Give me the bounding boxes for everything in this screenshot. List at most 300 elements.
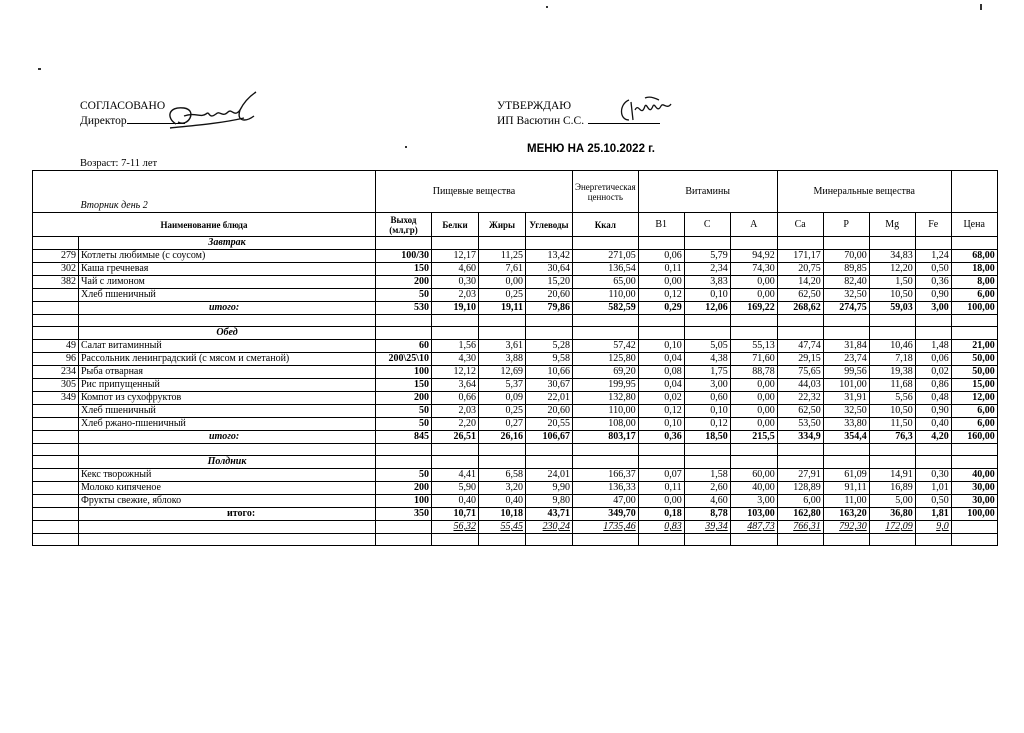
approval-left-title: СОГЛАСОВАНО	[80, 100, 166, 112]
cell-mg: 10,46	[869, 340, 915, 353]
col-dish-name: Наименование блюда	[33, 213, 376, 237]
cell-fe: 4,20	[915, 431, 951, 444]
cell-c: 8,78	[684, 508, 730, 521]
cell-mg: 172,09	[869, 521, 915, 534]
empty-cell	[823, 534, 869, 546]
cell-ca: 268,62	[777, 302, 823, 315]
empty-cell	[638, 534, 684, 546]
cell-fe: 0,30	[915, 469, 951, 482]
empty-cell	[730, 315, 777, 327]
cell-fat: 0,40	[479, 495, 526, 508]
blank-row	[33, 534, 998, 546]
dish-row	[33, 482, 998, 495]
cell-carbs: 24,01	[526, 469, 573, 482]
cell-c: 2,34	[684, 263, 730, 276]
empty-cell	[684, 237, 730, 250]
dish-name: Кекс творожный	[79, 469, 376, 482]
cell-a: 71,60	[730, 353, 777, 366]
empty-cell	[526, 444, 573, 456]
cell-fe: 1,24	[915, 250, 951, 263]
recipe-number: 302	[33, 263, 79, 276]
empty-cell	[376, 237, 432, 250]
empty-cell	[79, 315, 376, 327]
empty-cell	[915, 444, 951, 456]
dish-name: Котлеты любимые (с соусом)	[79, 250, 376, 263]
director-signature	[158, 88, 268, 136]
cell-fe: 0,48	[915, 392, 951, 405]
section-row	[33, 327, 998, 340]
cell-protein: 0,40	[432, 495, 479, 508]
dish-row	[33, 366, 998, 379]
cell-fe: 0,02	[915, 366, 951, 379]
scan-speck	[38, 68, 41, 70]
cell-yield: 150	[376, 263, 432, 276]
empty-cell	[730, 327, 777, 340]
day-cell-spacer	[33, 171, 79, 213]
cell-mg: 19,38	[869, 366, 915, 379]
col-ca: Ca	[777, 213, 823, 237]
dish-row	[33, 392, 998, 405]
document-title: МЕНЮ НА 25.10.2022 г.	[527, 143, 655, 155]
recipe-number	[33, 405, 79, 418]
dish-row	[33, 495, 998, 508]
empty-cell	[79, 534, 376, 546]
cell-fe: 0,90	[915, 289, 951, 302]
cell-p: 70,00	[823, 250, 869, 263]
cell-c: 4,60	[684, 495, 730, 508]
col-fat: Жиры	[479, 213, 526, 237]
section-row	[33, 237, 998, 250]
section-num-cell	[33, 237, 79, 250]
cell-fat: 11,25	[479, 250, 526, 263]
cell-c: 2,60	[684, 482, 730, 495]
cell-protein: 12,17	[432, 250, 479, 263]
cell-b1: 0,36	[638, 431, 684, 444]
empty-cell	[915, 534, 951, 546]
cell-c: 4,38	[684, 353, 730, 366]
recipe-number	[33, 431, 79, 444]
cell-mg: 11,50	[869, 418, 915, 431]
cell-p: 163,20	[823, 508, 869, 521]
cell-p: 82,40	[823, 276, 869, 289]
cell-ca: 47,74	[777, 340, 823, 353]
cell-price: 12,00	[951, 392, 997, 405]
recipe-number	[33, 289, 79, 302]
cell-b1: 0,11	[638, 263, 684, 276]
empty-cell	[823, 327, 869, 340]
cell-a: 487,73	[730, 521, 777, 534]
cell-price: 30,00	[951, 495, 997, 508]
dish-name: Фрукты свежие, яблоко	[79, 495, 376, 508]
cell-kcal: 57,42	[573, 340, 639, 353]
empty-cell	[951, 327, 997, 340]
empty-cell	[573, 456, 639, 469]
cell-kcal: 136,54	[573, 263, 639, 276]
cell-fat: 19,11	[479, 302, 526, 315]
blank-row	[33, 444, 998, 456]
section-num-cell	[33, 456, 79, 469]
empty-cell	[823, 315, 869, 327]
recipe-number: 305	[33, 379, 79, 392]
cell-a: 60,00	[730, 469, 777, 482]
cell-fat: 0,25	[479, 289, 526, 302]
cell-b1: 0,00	[638, 495, 684, 508]
empty-cell	[526, 534, 573, 546]
cell-price: 8,00	[951, 276, 997, 289]
recipe-number	[33, 302, 79, 315]
dish-name: Салат витаминный	[79, 340, 376, 353]
cell-mg: 11,68	[869, 379, 915, 392]
cell-carbs: 13,42	[526, 250, 573, 263]
cell-carbs: 30,67	[526, 379, 573, 392]
section-title: Завтрак	[79, 237, 376, 250]
cell-b1: 0,12	[638, 289, 684, 302]
cell-protein: 19,10	[432, 302, 479, 315]
empty-cell	[526, 327, 573, 340]
cell-fat: 0,25	[479, 405, 526, 418]
recipe-number	[33, 418, 79, 431]
dish-row	[33, 263, 998, 276]
empty-cell	[479, 237, 526, 250]
empty-cell	[638, 315, 684, 327]
cell-mg: 12,20	[869, 263, 915, 276]
cell-a: 94,92	[730, 250, 777, 263]
recipe-number	[33, 521, 79, 534]
cell-ca: 14,20	[777, 276, 823, 289]
cell-fat: 3,88	[479, 353, 526, 366]
cell-p: 792,30	[823, 521, 869, 534]
col-price: Цена	[951, 213, 997, 237]
empty-cell	[915, 315, 951, 327]
empty-cell	[638, 327, 684, 340]
empty-cell	[526, 315, 573, 327]
cell-price: 18,00	[951, 263, 997, 276]
cell-kcal: 69,20	[573, 366, 639, 379]
cell-protein: 0,66	[432, 392, 479, 405]
cell-b1: 0,10	[638, 340, 684, 353]
cell-a: 0,00	[730, 289, 777, 302]
empty-cell	[376, 456, 432, 469]
total-label: итого:	[79, 508, 376, 521]
cell-mg: 5,56	[869, 392, 915, 405]
cell-kcal: 271,05	[573, 250, 639, 263]
empty-cell	[869, 534, 915, 546]
cell-carbs: 20,60	[526, 289, 573, 302]
approval-right-title: УТВЕРЖДАЮ	[497, 100, 572, 112]
cell-price: 40,00	[951, 469, 997, 482]
cell-yield: 350	[376, 508, 432, 521]
cell-a: 103,00	[730, 508, 777, 521]
cell-p: 89,85	[823, 263, 869, 276]
cell-kcal: 110,00	[573, 289, 639, 302]
cell-ca: 29,15	[777, 353, 823, 366]
empty-cell	[823, 444, 869, 456]
cell-carbs: 30,64	[526, 263, 573, 276]
cell-price: 30,00	[951, 482, 997, 495]
dish-name: Рассольник ленинградский (с мясом и сметаной)	[79, 353, 376, 366]
cell-fe: 1,01	[915, 482, 951, 495]
col-yield: Выход (мл,гр)	[376, 213, 432, 237]
table-group-header-row	[33, 171, 998, 213]
cell-fat: 0,09	[479, 392, 526, 405]
cell-b1: 0,04	[638, 353, 684, 366]
empty-cell	[479, 444, 526, 456]
empty-cell	[684, 444, 730, 456]
empty-cell	[479, 534, 526, 546]
dish-name: Хлеб пшеничный	[79, 405, 376, 418]
empty-cell	[951, 534, 997, 546]
empty-cell	[33, 534, 79, 546]
empty-cell	[869, 444, 915, 456]
cell-mg: 14,91	[869, 469, 915, 482]
cell-protein: 12,12	[432, 366, 479, 379]
dish-name: Молоко кипяченое	[79, 482, 376, 495]
cell-ca: 766,31	[777, 521, 823, 534]
cell-kcal: 65,00	[573, 276, 639, 289]
cell-kcal: 349,70	[573, 508, 639, 521]
dish-row	[33, 250, 998, 263]
cell-fe: 1,48	[915, 340, 951, 353]
empty-cell	[915, 327, 951, 340]
total-row	[33, 302, 998, 315]
dish-name: Чай с лимоном	[79, 276, 376, 289]
cell-c: 0,60	[684, 392, 730, 405]
cell-yield: 200\25\10	[376, 353, 432, 366]
cell-mg: 10,50	[869, 405, 915, 418]
col-fe: Fe	[915, 213, 951, 237]
empty-cell	[526, 237, 573, 250]
dish-row	[33, 276, 998, 289]
col-mg: Mg	[869, 213, 915, 237]
cell-fe: 0,40	[915, 418, 951, 431]
cell-p: 32,50	[823, 405, 869, 418]
cell-yield: 60	[376, 340, 432, 353]
cell-p: 33,80	[823, 418, 869, 431]
cell-kcal: 136,33	[573, 482, 639, 495]
dish-row	[33, 405, 998, 418]
cell-kcal: 166,37	[573, 469, 639, 482]
cell-price: 160,00	[951, 431, 997, 444]
cell-protein: 3,64	[432, 379, 479, 392]
total-label	[79, 521, 376, 534]
age-group: Возраст: 7-11 лет	[80, 158, 158, 169]
cell-p: 99,56	[823, 366, 869, 379]
empty-cell	[915, 237, 951, 250]
cell-c: 5,79	[684, 250, 730, 263]
empty-cell	[777, 315, 823, 327]
cell-protein: 4,41	[432, 469, 479, 482]
empty-cell	[777, 444, 823, 456]
empty-cell	[684, 315, 730, 327]
cell-yield: 530	[376, 302, 432, 315]
cell-ca: 62,50	[777, 289, 823, 302]
cell-a: 0,00	[730, 276, 777, 289]
cell-c: 0,10	[684, 405, 730, 418]
cell-fat: 7,61	[479, 263, 526, 276]
total-row	[33, 431, 998, 444]
cell-fat: 0,00	[479, 276, 526, 289]
cell-p: 31,91	[823, 392, 869, 405]
empty-cell	[526, 456, 573, 469]
grand-total-row	[33, 521, 998, 534]
cell-ca: 162,80	[777, 508, 823, 521]
cell-yield: 150	[376, 379, 432, 392]
empty-cell	[432, 237, 479, 250]
empty-cell	[638, 456, 684, 469]
empty-cell	[777, 237, 823, 250]
cell-yield: 845	[376, 431, 432, 444]
empty-cell	[376, 315, 432, 327]
cell-kcal: 125,80	[573, 353, 639, 366]
empty-cell	[915, 456, 951, 469]
cell-b1: 0,04	[638, 379, 684, 392]
minerals-group: Минеральные вещества	[777, 171, 951, 213]
empty-cell	[869, 237, 915, 250]
cell-fe: 1,81	[915, 508, 951, 521]
cell-carbs: 106,67	[526, 431, 573, 444]
empty-cell	[777, 456, 823, 469]
cell-fat: 10,18	[479, 508, 526, 521]
cell-fat: 3,61	[479, 340, 526, 353]
cell-price	[951, 521, 997, 534]
recipe-number: 349	[33, 392, 79, 405]
cell-c: 18,50	[684, 431, 730, 444]
cell-p: 274,75	[823, 302, 869, 315]
empty-cell	[730, 456, 777, 469]
cell-fat: 3,20	[479, 482, 526, 495]
empty-cell	[730, 444, 777, 456]
scan-speck	[546, 6, 548, 8]
cell-b1: 0,00	[638, 276, 684, 289]
empty-cell	[432, 315, 479, 327]
cell-ca: 75,65	[777, 366, 823, 379]
scan-speck	[405, 146, 407, 148]
empty-cell	[730, 534, 777, 546]
empty-cell	[479, 315, 526, 327]
cell-a: 40,00	[730, 482, 777, 495]
empty-cell	[573, 237, 639, 250]
cell-carbs: 22,01	[526, 392, 573, 405]
empty-cell	[777, 534, 823, 546]
section-num-cell	[33, 327, 79, 340]
cell-carbs: 15,20	[526, 276, 573, 289]
dish-row	[33, 289, 998, 302]
cell-b1: 0,08	[638, 366, 684, 379]
empty-cell	[573, 534, 639, 546]
cell-price: 68,00	[951, 250, 997, 263]
cell-kcal: 582,59	[573, 302, 639, 315]
scan-speck	[980, 4, 982, 10]
empty-cell	[823, 456, 869, 469]
empty-cell	[684, 456, 730, 469]
cell-protein: 2,03	[432, 289, 479, 302]
cell-mg: 76,3	[869, 431, 915, 444]
empty-cell	[951, 456, 997, 469]
cell-carbs: 5,28	[526, 340, 573, 353]
cell-fe: 0,36	[915, 276, 951, 289]
dish-row	[33, 353, 998, 366]
recipe-number	[33, 469, 79, 482]
cell-kcal: 132,80	[573, 392, 639, 405]
cell-yield: 200	[376, 482, 432, 495]
dish-name: Рис припущенный	[79, 379, 376, 392]
cell-yield: 100	[376, 495, 432, 508]
empty-cell	[33, 444, 79, 456]
cell-mg: 5,00	[869, 495, 915, 508]
recipe-number: 234	[33, 366, 79, 379]
empty-cell	[730, 237, 777, 250]
cell-protein: 2,03	[432, 405, 479, 418]
cell-b1: 0,06	[638, 250, 684, 263]
cell-fe: 3,00	[915, 302, 951, 315]
cell-b1: 0,83	[638, 521, 684, 534]
cell-fe: 0,86	[915, 379, 951, 392]
recipe-number	[33, 482, 79, 495]
empty-cell	[684, 534, 730, 546]
cell-carbs: 9,90	[526, 482, 573, 495]
cell-fe: 0,50	[915, 263, 951, 276]
cell-ca: 6,00	[777, 495, 823, 508]
col-carbs: Углеводы	[526, 213, 573, 237]
empty-cell	[951, 444, 997, 456]
empty-cell	[777, 327, 823, 340]
cell-price: 6,00	[951, 405, 997, 418]
cell-a: 0,00	[730, 418, 777, 431]
cell-mg: 34,83	[869, 250, 915, 263]
cell-fe: 9,0	[915, 521, 951, 534]
dish-name: Хлеб ржано-пшеничный	[79, 418, 376, 431]
cell-protein: 1,56	[432, 340, 479, 353]
cell-c: 1,75	[684, 366, 730, 379]
empty-cell	[951, 237, 997, 250]
empty-cell	[869, 315, 915, 327]
cell-kcal: 803,17	[573, 431, 639, 444]
cell-price: 50,00	[951, 366, 997, 379]
col-a: A	[730, 213, 777, 237]
empty-cell	[432, 444, 479, 456]
cell-a: 88,78	[730, 366, 777, 379]
empty-cell	[376, 327, 432, 340]
empty-cell	[479, 327, 526, 340]
cell-protein: 10,71	[432, 508, 479, 521]
table-column-header-row	[33, 213, 998, 237]
dish-name: Компот из сухофруктов	[79, 392, 376, 405]
cell-c: 3,00	[684, 379, 730, 392]
total-label: итого:	[79, 302, 376, 315]
section-row	[33, 456, 998, 469]
cell-yield: 200	[376, 276, 432, 289]
cell-kcal: 110,00	[573, 405, 639, 418]
price-group-empty	[951, 171, 997, 213]
cell-b1: 0,11	[638, 482, 684, 495]
cell-protein: 4,30	[432, 353, 479, 366]
cell-a: 55,13	[730, 340, 777, 353]
cell-p: 354,4	[823, 431, 869, 444]
cell-yield: 50	[376, 469, 432, 482]
energy-group: Энергетическая ценность	[573, 171, 639, 213]
cell-a: 215,5	[730, 431, 777, 444]
cell-mg: 1,50	[869, 276, 915, 289]
section-title: Обед	[79, 327, 376, 340]
cell-mg: 7,18	[869, 353, 915, 366]
cell-yield: 50	[376, 289, 432, 302]
empty-cell	[638, 237, 684, 250]
blank-row	[33, 315, 998, 327]
cell-price: 50,00	[951, 353, 997, 366]
cell-a: 0,00	[730, 392, 777, 405]
cell-b1: 0,10	[638, 418, 684, 431]
dish-row	[33, 340, 998, 353]
